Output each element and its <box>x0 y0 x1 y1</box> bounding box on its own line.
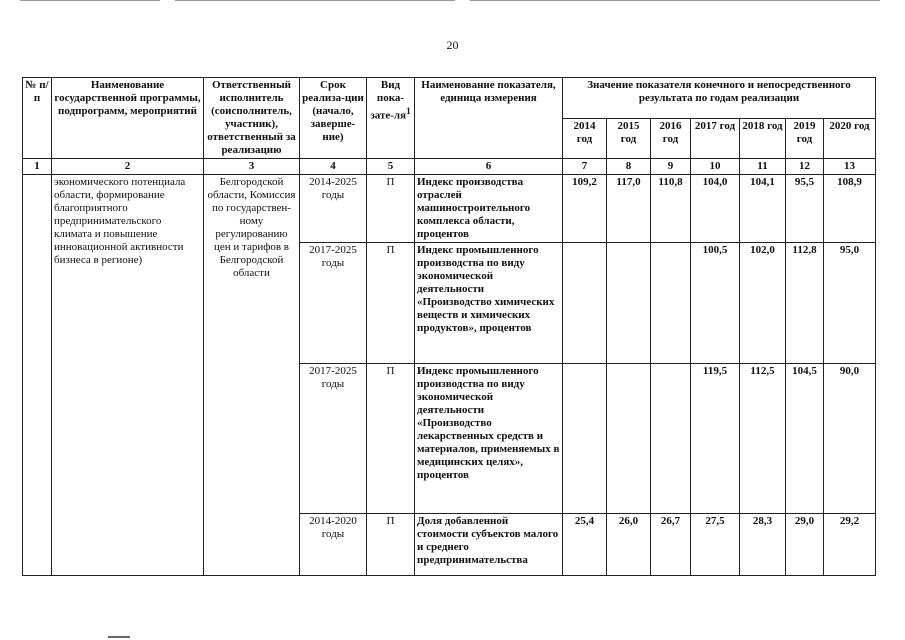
value-cell: 29,2 <box>824 514 876 576</box>
term-cell: 2017-2025 годы <box>300 243 367 364</box>
column-number: 1 <box>23 159 52 175</box>
value-cell <box>563 243 607 364</box>
footnote-mark: 1 <box>406 106 411 116</box>
value-cell <box>607 364 651 514</box>
header-indicator-type <box>367 78 415 159</box>
value-cell: 110,8 <box>651 175 691 243</box>
column-number: 8 <box>607 159 651 175</box>
column-number: 6 <box>415 159 563 175</box>
value-cell <box>651 243 691 364</box>
column-number: 9 <box>651 159 691 175</box>
header-row <box>23 78 876 119</box>
table-row <box>23 175 876 243</box>
scan-edge-line <box>470 0 880 1</box>
page-number: 20 <box>446 38 459 52</box>
column-number: 3 <box>204 159 300 175</box>
scan-edge-line <box>175 0 455 1</box>
column-number: 4 <box>300 159 367 175</box>
header-number: № п/п <box>23 78 52 159</box>
header-values-group: Значение показателя конечного и непосредственного результата по годам реализации <box>563 78 876 119</box>
indicator-table <box>22 77 876 576</box>
column-number: 13 <box>824 159 876 175</box>
value-cell: 104,1 <box>740 175 786 243</box>
column-numbers-row <box>23 159 876 175</box>
value-cell: 112,8 <box>786 243 824 364</box>
value-cell <box>651 364 691 514</box>
scan-edge-line <box>20 0 160 1</box>
value-cell: 95,0 <box>824 243 876 364</box>
value-cell: 29,0 <box>786 514 824 576</box>
column-number: 10 <box>691 159 740 175</box>
value-cell: 25,4 <box>563 514 607 576</box>
value-cell: 112,5 <box>740 364 786 514</box>
term-cell: 2014-2025 годы <box>300 175 367 243</box>
header-indicator-type-text: Вид пока-зате-ля <box>370 79 407 122</box>
value-cell: 108,9 <box>824 175 876 243</box>
header-executor: Ответственный исполнитель (соисполнитель, участник), ответственный за реализацию <box>204 78 300 159</box>
term-cell: 2017-2025 годы <box>300 364 367 514</box>
type-cell: П <box>367 243 415 364</box>
value-cell: 26,7 <box>651 514 691 576</box>
indicator-cell: Индекс промышленного производства по виду экономической деятельности «Производство лекарственных средств и материалов, применяемых в медицинских целях», процентов <box>415 364 563 514</box>
row-number-cell <box>23 175 52 576</box>
header-year: 2019 год <box>786 118 824 159</box>
footnote-separator <box>108 636 130 638</box>
column-number: 7 <box>563 159 607 175</box>
header-program-name: Наименование государственной программы, подпрограмм, мероприятий <box>52 78 204 159</box>
value-cell: 102,0 <box>740 243 786 364</box>
value-cell: 90,0 <box>824 364 876 514</box>
indicator-cell: Индекс промышленного производства по виду экономической деятельности «Производство химических веществ и химических продуктов», процентов <box>415 243 563 364</box>
value-cell <box>607 243 651 364</box>
type-cell: П <box>367 514 415 576</box>
value-cell <box>563 364 607 514</box>
header-year: 2017 год <box>691 118 740 159</box>
value-cell: 117,0 <box>607 175 651 243</box>
column-number: 12 <box>786 159 824 175</box>
type-cell: П <box>367 175 415 243</box>
value-cell: 119,5 <box>691 364 740 514</box>
value-cell: 28,3 <box>740 514 786 576</box>
term-cell: 2014-2020 годы <box>300 514 367 576</box>
indicator-cell: Доля добавленной стоимости субъектов малого и среднего предпринимательства <box>415 514 563 576</box>
value-cell: 26,0 <box>607 514 651 576</box>
header-year: 2015 год <box>607 118 651 159</box>
indicator-cell: Индекс производства отраслей машиностроительного комплекса области, процентов <box>415 175 563 243</box>
column-number: 2 <box>52 159 204 175</box>
header-year: 2020 год <box>824 118 876 159</box>
header-year: 2016 год <box>651 118 691 159</box>
value-cell: 104,5 <box>786 364 824 514</box>
executor-cell: Белгородской области, Комиссия по государствен-ному регулированию цен и тарифов в Белгородской области <box>204 175 300 576</box>
header-year: 2018 год <box>740 118 786 159</box>
column-number: 11 <box>740 159 786 175</box>
program-name-cell: экономического потенциала области, формирование благоприятного предпринимательского климата и повышение инновационной активности бизнеса в регионе) <box>52 175 204 576</box>
header-term: Срок реализа-ции (начало, заверше-ние) <box>300 78 367 159</box>
column-number: 5 <box>367 159 415 175</box>
header-year: 2014 год <box>563 118 607 159</box>
value-cell: 104,0 <box>691 175 740 243</box>
value-cell: 95,5 <box>786 175 824 243</box>
value-cell: 109,2 <box>563 175 607 243</box>
header-indicator-name: Наименование показателя, единица измерения <box>415 78 563 159</box>
type-cell: П <box>367 364 415 514</box>
value-cell: 100,5 <box>691 243 740 364</box>
value-cell: 27,5 <box>691 514 740 576</box>
